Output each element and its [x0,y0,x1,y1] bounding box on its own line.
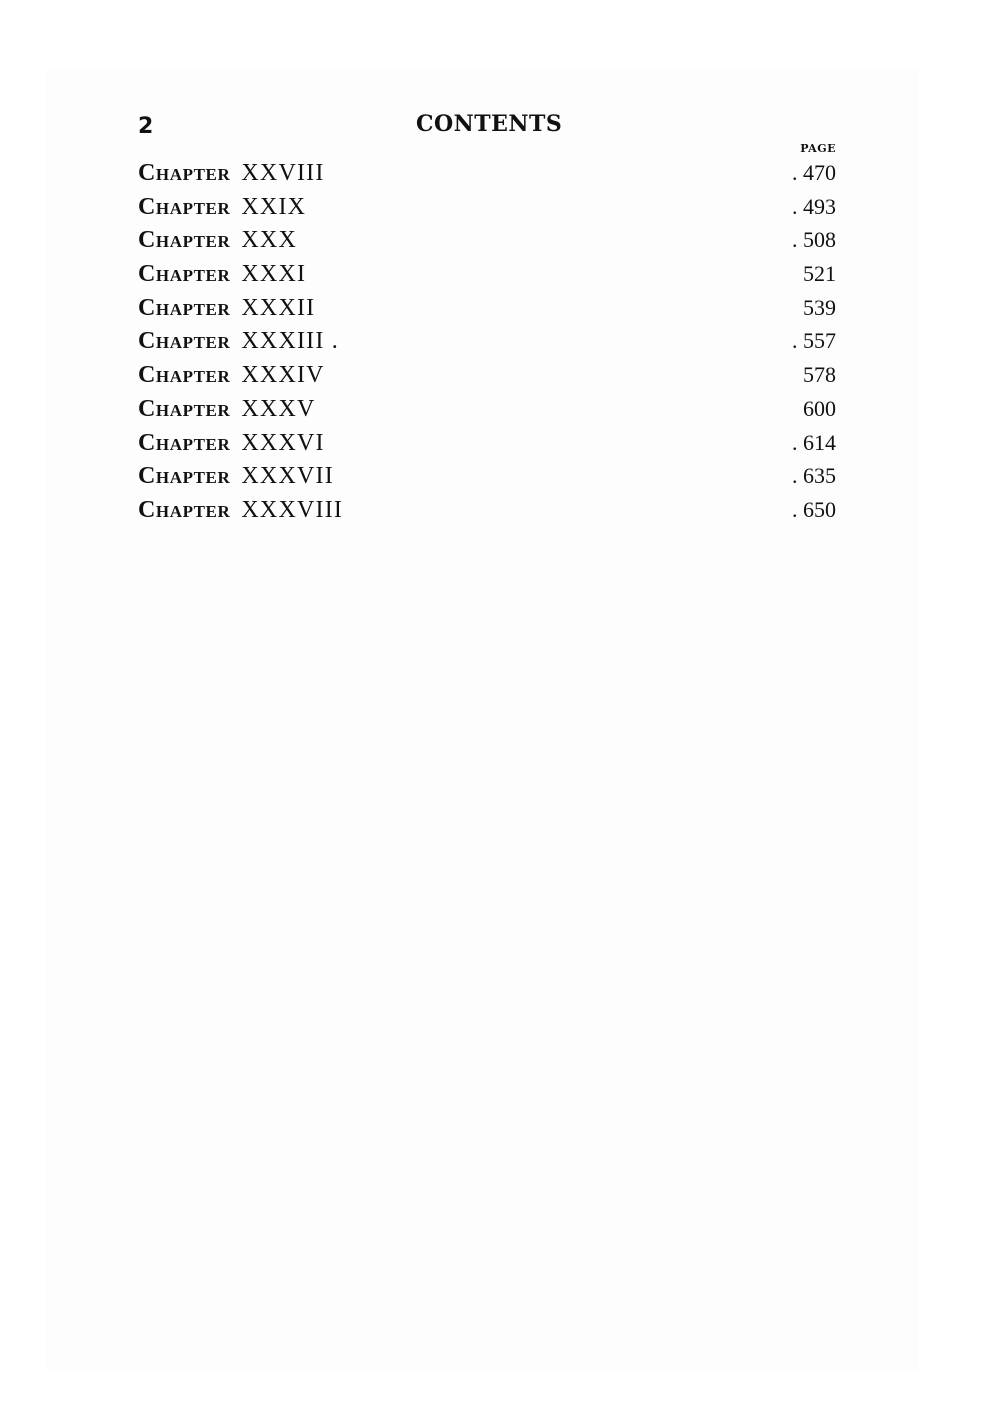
chapter-numeral: XXIX [241,193,307,220]
toc-entry [138,459,836,493]
chapter-word: Chapter [138,261,231,288]
chapter-numeral: XXXVIII [241,496,344,523]
chapter-label [138,258,306,291]
page-column-label: PAGE [800,142,836,155]
chapter-numeral: XXXVI [241,429,325,456]
toc-entry [138,493,836,527]
toc-entry [138,257,836,291]
chapter-word: Chapter [138,362,231,389]
chapter-page-ref: . 508 [792,227,836,253]
chapter-label [138,460,334,493]
chapter-word: Chapter [138,395,231,422]
toc-entry [138,156,836,190]
chapter-page-ref: . 557 [792,328,836,354]
chapter-numeral: XXXI [241,261,307,288]
toc-entry [138,223,836,257]
chapter-label [138,359,325,392]
chapter-numeral: XXXII [241,294,316,321]
chapter-label [138,393,316,426]
chapter-label [138,292,315,325]
chapter-page-ref: . 614 [792,429,836,455]
chapter-label [138,494,343,527]
chapter-page-ref: 600 [803,395,836,421]
chapter-page-ref: . 470 [792,160,836,185]
chapter-page-ref: . 635 [792,463,836,489]
chapter-label [138,224,297,257]
chapter-label [138,157,325,190]
chapter-word: Chapter [138,193,231,220]
chapter-label [138,191,306,224]
chapter-page-ref: 578 [803,362,836,388]
chapter-word: Chapter [138,429,231,456]
chapter-label [138,427,325,460]
chapter-page-ref: 539 [803,294,836,320]
chapter-word: Chapter [138,496,231,523]
toc-entry [138,358,836,392]
chapter-word: Chapter [138,227,231,254]
chapter-numeral: XXXIV [241,362,325,389]
chapter-numeral: XXX [241,227,297,254]
chapter-page-ref: . 650 [792,496,836,522]
toc-entry [138,190,836,224]
chapter-numeral: XXVIII [241,160,325,186]
toc-entry [138,392,836,426]
page-number: 2 [138,114,154,139]
chapter-numeral: XXXV [241,395,316,422]
chapter-word: Chapter [138,160,231,186]
toc-entry [138,324,836,358]
chapter-label [138,325,339,358]
chapter-word: Chapter [138,463,231,490]
chapter-page-ref: 521 [803,261,836,287]
table-of-contents [138,156,836,527]
chapter-numeral: XXXIII . [241,328,339,355]
chapter-page-ref: . 493 [792,193,836,219]
toc-entry [138,426,836,460]
toc-entry [138,291,836,325]
chapter-word: Chapter [138,328,231,355]
page-title: CONTENTS [416,111,563,137]
chapter-numeral: XXXVII [241,463,334,490]
chapter-word: Chapter [138,294,231,321]
